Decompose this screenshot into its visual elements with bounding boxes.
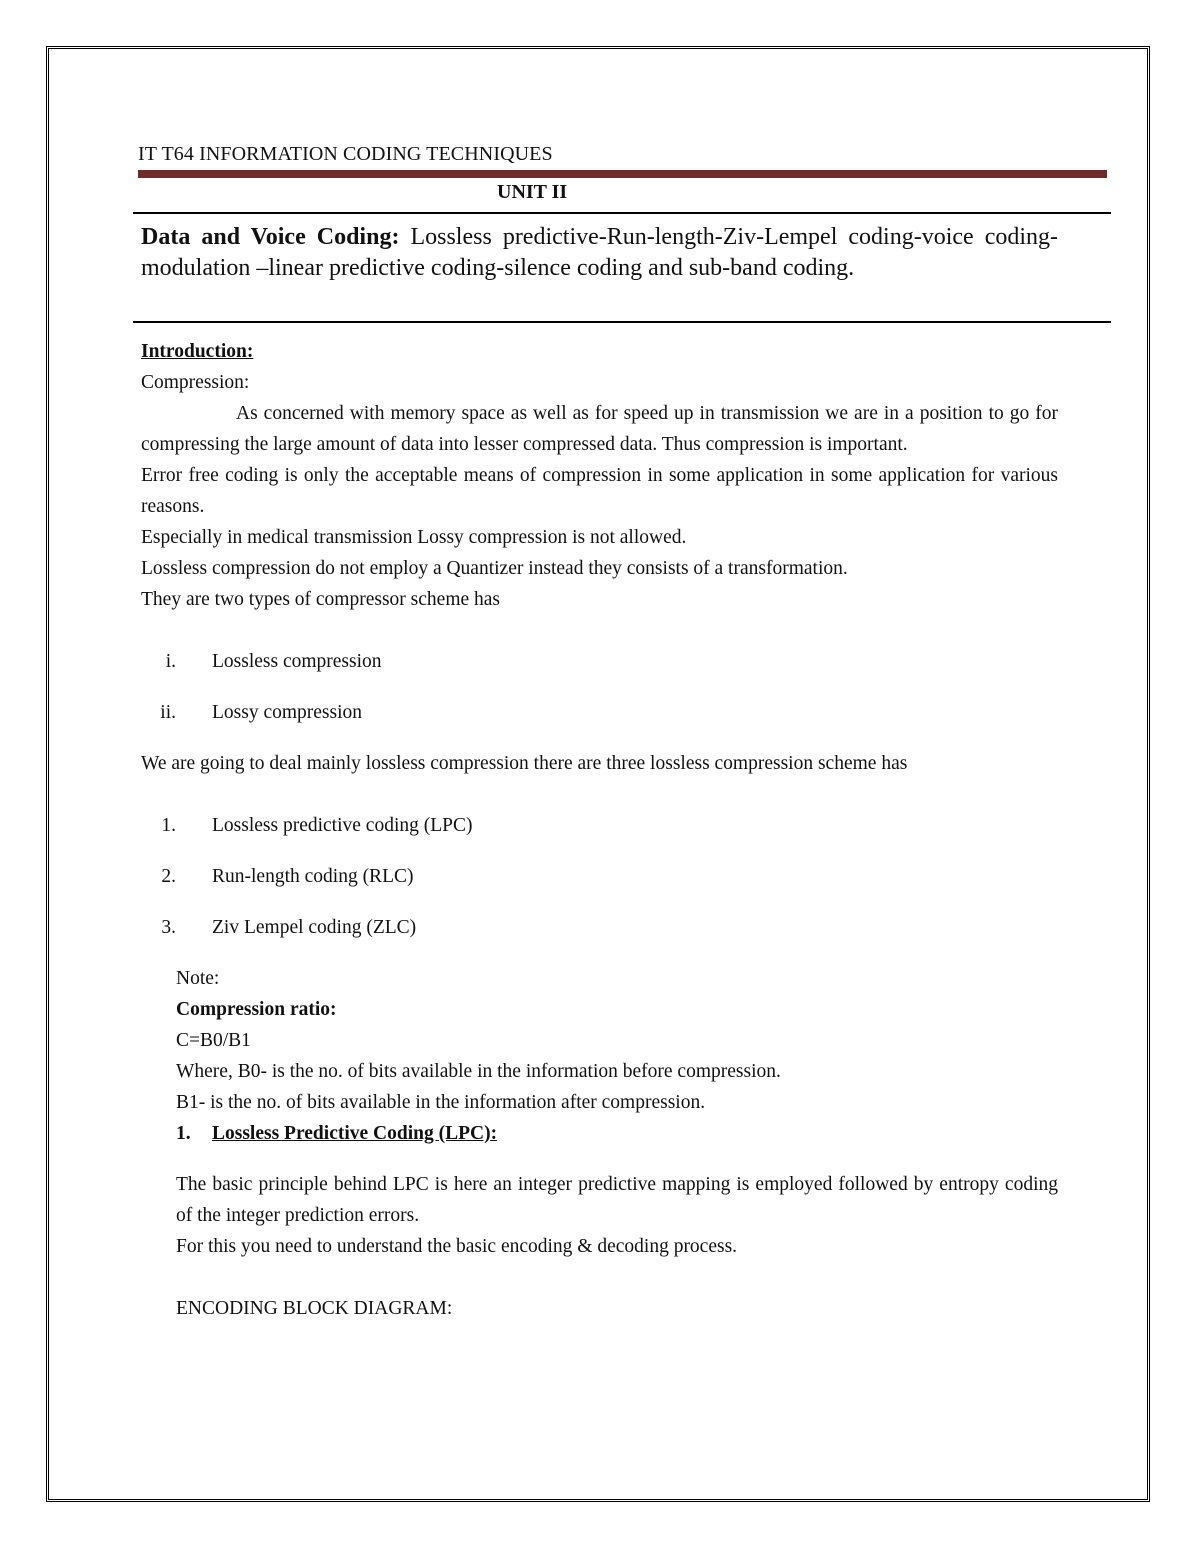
intro-heading: Introduction: <box>141 341 254 362</box>
list-marker: 2. <box>161 866 176 887</box>
list-marker: 3. <box>161 917 176 938</box>
intro-paragraph-3: Especially in medical transmission Lossy compression is not allowed. <box>141 527 687 548</box>
section-1-heading <box>176 1118 1058 1149</box>
list-text: Run-length coding (RLC) <box>212 866 414 887</box>
section-1-number: 1. <box>176 1123 191 1144</box>
list-text: Lossless predictive coding (LPC) <box>212 815 473 836</box>
course-title: IT T64 INFORMATION CODING TECHNIQUES <box>138 143 553 165</box>
unit-title: UNIT II <box>497 181 568 203</box>
intro-paragraph-1: As concerned with memory space as well as for speed up in transmission we are in a position to go for compressing the large amount of data into lesser compressed data. Thus compression is important. <box>141 403 1058 455</box>
topics-top-rule <box>133 212 1111 214</box>
list-text: Lossy compression <box>212 702 363 723</box>
note-section <box>176 963 1058 1149</box>
compression-ratio-formula: C=B0/B1 <box>176 1030 251 1051</box>
schemes-intro: We are going to deal mainly lossless compression there are three lossless compression scheme has <box>141 753 908 774</box>
topics-text: Lossless predictive-Run-length-Ziv-Lempel coding-voice coding-modulation –linear predictive coding-silence coding and sub-band coding. <box>141 224 1059 281</box>
list-marker: ii. <box>160 702 176 723</box>
list-marker: 1. <box>161 815 176 836</box>
section-1-paragraph-1: The basic principle behind LPC is here an integer predictive mapping is employed followed by entropy coding of the integer prediction errors. <box>176 1174 1058 1226</box>
intro-paragraph-4: Lossless compression do not employ a Quantizer instead they consists of a transformation. <box>141 558 848 579</box>
topics-bottom-rule <box>133 321 1111 323</box>
intro-paragraph-2: Error free coding is only the acceptable means of compression in some application in some application for various reasons. <box>141 465 1058 517</box>
topics-box <box>141 222 1058 284</box>
intro-paragraph-5: They are two types of compressor scheme has <box>141 589 501 610</box>
section-1-title: Lossless Predictive Coding (LPC): <box>212 1123 498 1144</box>
compression-ratio-heading: Compression ratio: <box>176 999 337 1020</box>
encoding-diagram-label: ENCODING BLOCK DIAGRAM: <box>176 1298 453 1319</box>
where-b1: B1- is the no. of bits available in the information after compression. <box>176 1092 706 1113</box>
list-marker: i. <box>165 651 176 672</box>
header-rule <box>138 170 1107 178</box>
list-text: Lossless compression <box>212 651 382 672</box>
intro-section <box>141 336 1058 615</box>
where-b0: Where, B0- is the no. of bits available in the information before compression. <box>176 1061 781 1082</box>
topics-heading: Data and Voice Coding: <box>141 224 400 250</box>
section-1-paragraph-2: For this you need to understand the basic encoding & decoding process. <box>176 1236 738 1257</box>
compression-label: Compression: <box>141 372 250 393</box>
list-text: Ziv Lempel coding (ZLC) <box>212 917 417 938</box>
note-label: Note: <box>176 968 220 989</box>
